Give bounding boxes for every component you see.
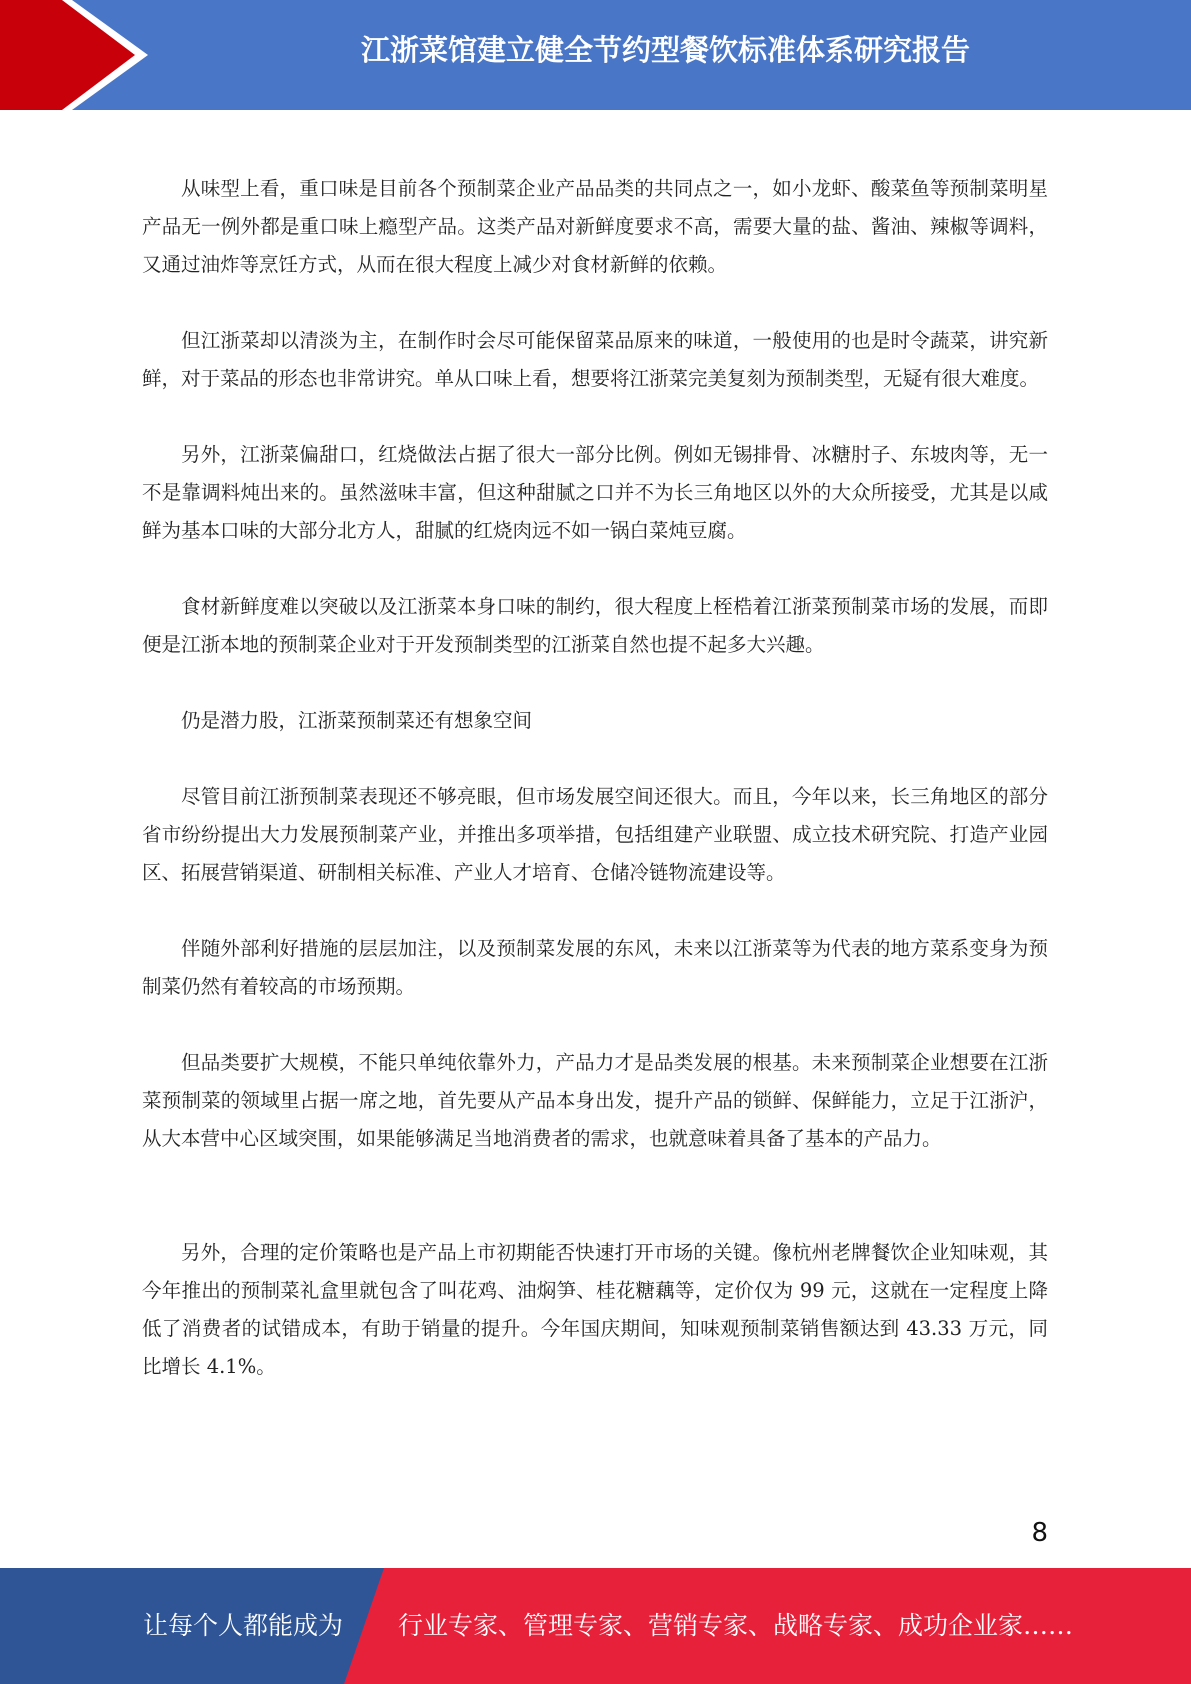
- document-title: 江浙菜馆建立健全节约型餐饮标准体系研究报告: [360, 33, 970, 67]
- section-heading: 仍是潜力股，江浙菜预制菜还有想象空间: [181, 709, 533, 732]
- document-body: [142, 170, 1048, 1386]
- paragraph-4: 食材新鲜度难以突破以及江浙菜本身口味的制约，很大程度上桎梏着江浙菜预制菜市场的发展，而即便是江浙本地的预制菜企业对于开发预制类型的江浙菜自然也提不起多大兴趣。: [142, 595, 1048, 656]
- paragraph-6: 伴随外部利好措施的层层加注，以及预制菜发展的东风，未来以江浙菜等为代表的地方菜系变身为预制菜仍然有着较高的市场预期。: [142, 937, 1048, 998]
- footer-slogan-right: 行业专家、管理专家、营销专家、战略专家、成功企业家……: [398, 1611, 1074, 1640]
- paragraph-5: 尽管目前江浙预制菜表现还不够亮眼，但市场发展空间还很大。而且，今年以来，长三角地区的部分省市纷纷提出大力发展预制菜产业，并推出多项举措，包括组建产业联盟、成立技术研究院、打造产业园区、拓展营销渠道、研制相关标准、产业人才培育、仓储冷链物流建设等。: [142, 785, 1048, 884]
- paragraph-1: 从味型上看，重口味是目前各个预制菜企业产品品类的共同点之一，如小龙虾、酸菜鱼等预制菜明星产品无一例外都是重口味上瘾型产品。这类产品对新鲜度要求不高，需要大量的盐、酱油、辣椒等调料，又通过油炸等烹饪方式，从而在很大程度上减少对食材新鲜的依赖。: [142, 177, 1048, 276]
- page-header: [0, 0, 1191, 110]
- footer-slogan-left: 让每个人都能成为: [143, 1611, 344, 1640]
- paragraph-3: 另外，江浙菜偏甜口，红烧做法占据了很大一部分比例。例如无锡排骨、冰糖肘子、东坡肉等，无一不是靠调料炖出来的。虽然滋味丰富，但这种甜腻之口并不为长三角地区以外的大众所接受，尤其是以咸鲜为基本口味的大部分北方人，甜腻的红烧肉远不如一锅白菜炖豆腐。: [142, 443, 1048, 542]
- paragraph-2: 但江浙菜却以清淡为主，在制作时会尽可能保留菜品原来的味道，一般使用的也是时令蔬菜，讲究新鲜，对于菜品的形态也非常讲究。单从口味上看，想要将江浙菜完美复刻为预制类型，无疑有很大难度。: [142, 329, 1048, 390]
- paragraph-7: 但品类要扩大规模，不能只单纯依靠外力，产品力才是品类发展的根基。未来预制菜企业想要在江浙菜预制菜的领域里占据一席之地，首先要从产品本身出发，提升产品的锁鲜、保鲜能力，立足于江浙沪，从大本营中心区域突围，如果能够满足当地消费者的需求，也就意味着具备了基本的产品力。: [142, 1051, 1048, 1150]
- paragraph-8: 另外，合理的定价策略也是产品上市初期能否快速打开市场的关键。像杭州老牌餐饮企业知味观，其今年推出的预制菜礼盒里就包含了叫花鸡、油焖笋、桂花糖藕等，定价仅为 99 元，这就在一定程度上降低了消费者的试错成本，有助于销量的提升。今年国庆期间，知味观预制菜销售额达到 43.33 万元，同比增长 4.1%。: [142, 1241, 1048, 1378]
- page-footer: [0, 1568, 1191, 1684]
- page-number: 8: [1031, 1518, 1048, 1548]
